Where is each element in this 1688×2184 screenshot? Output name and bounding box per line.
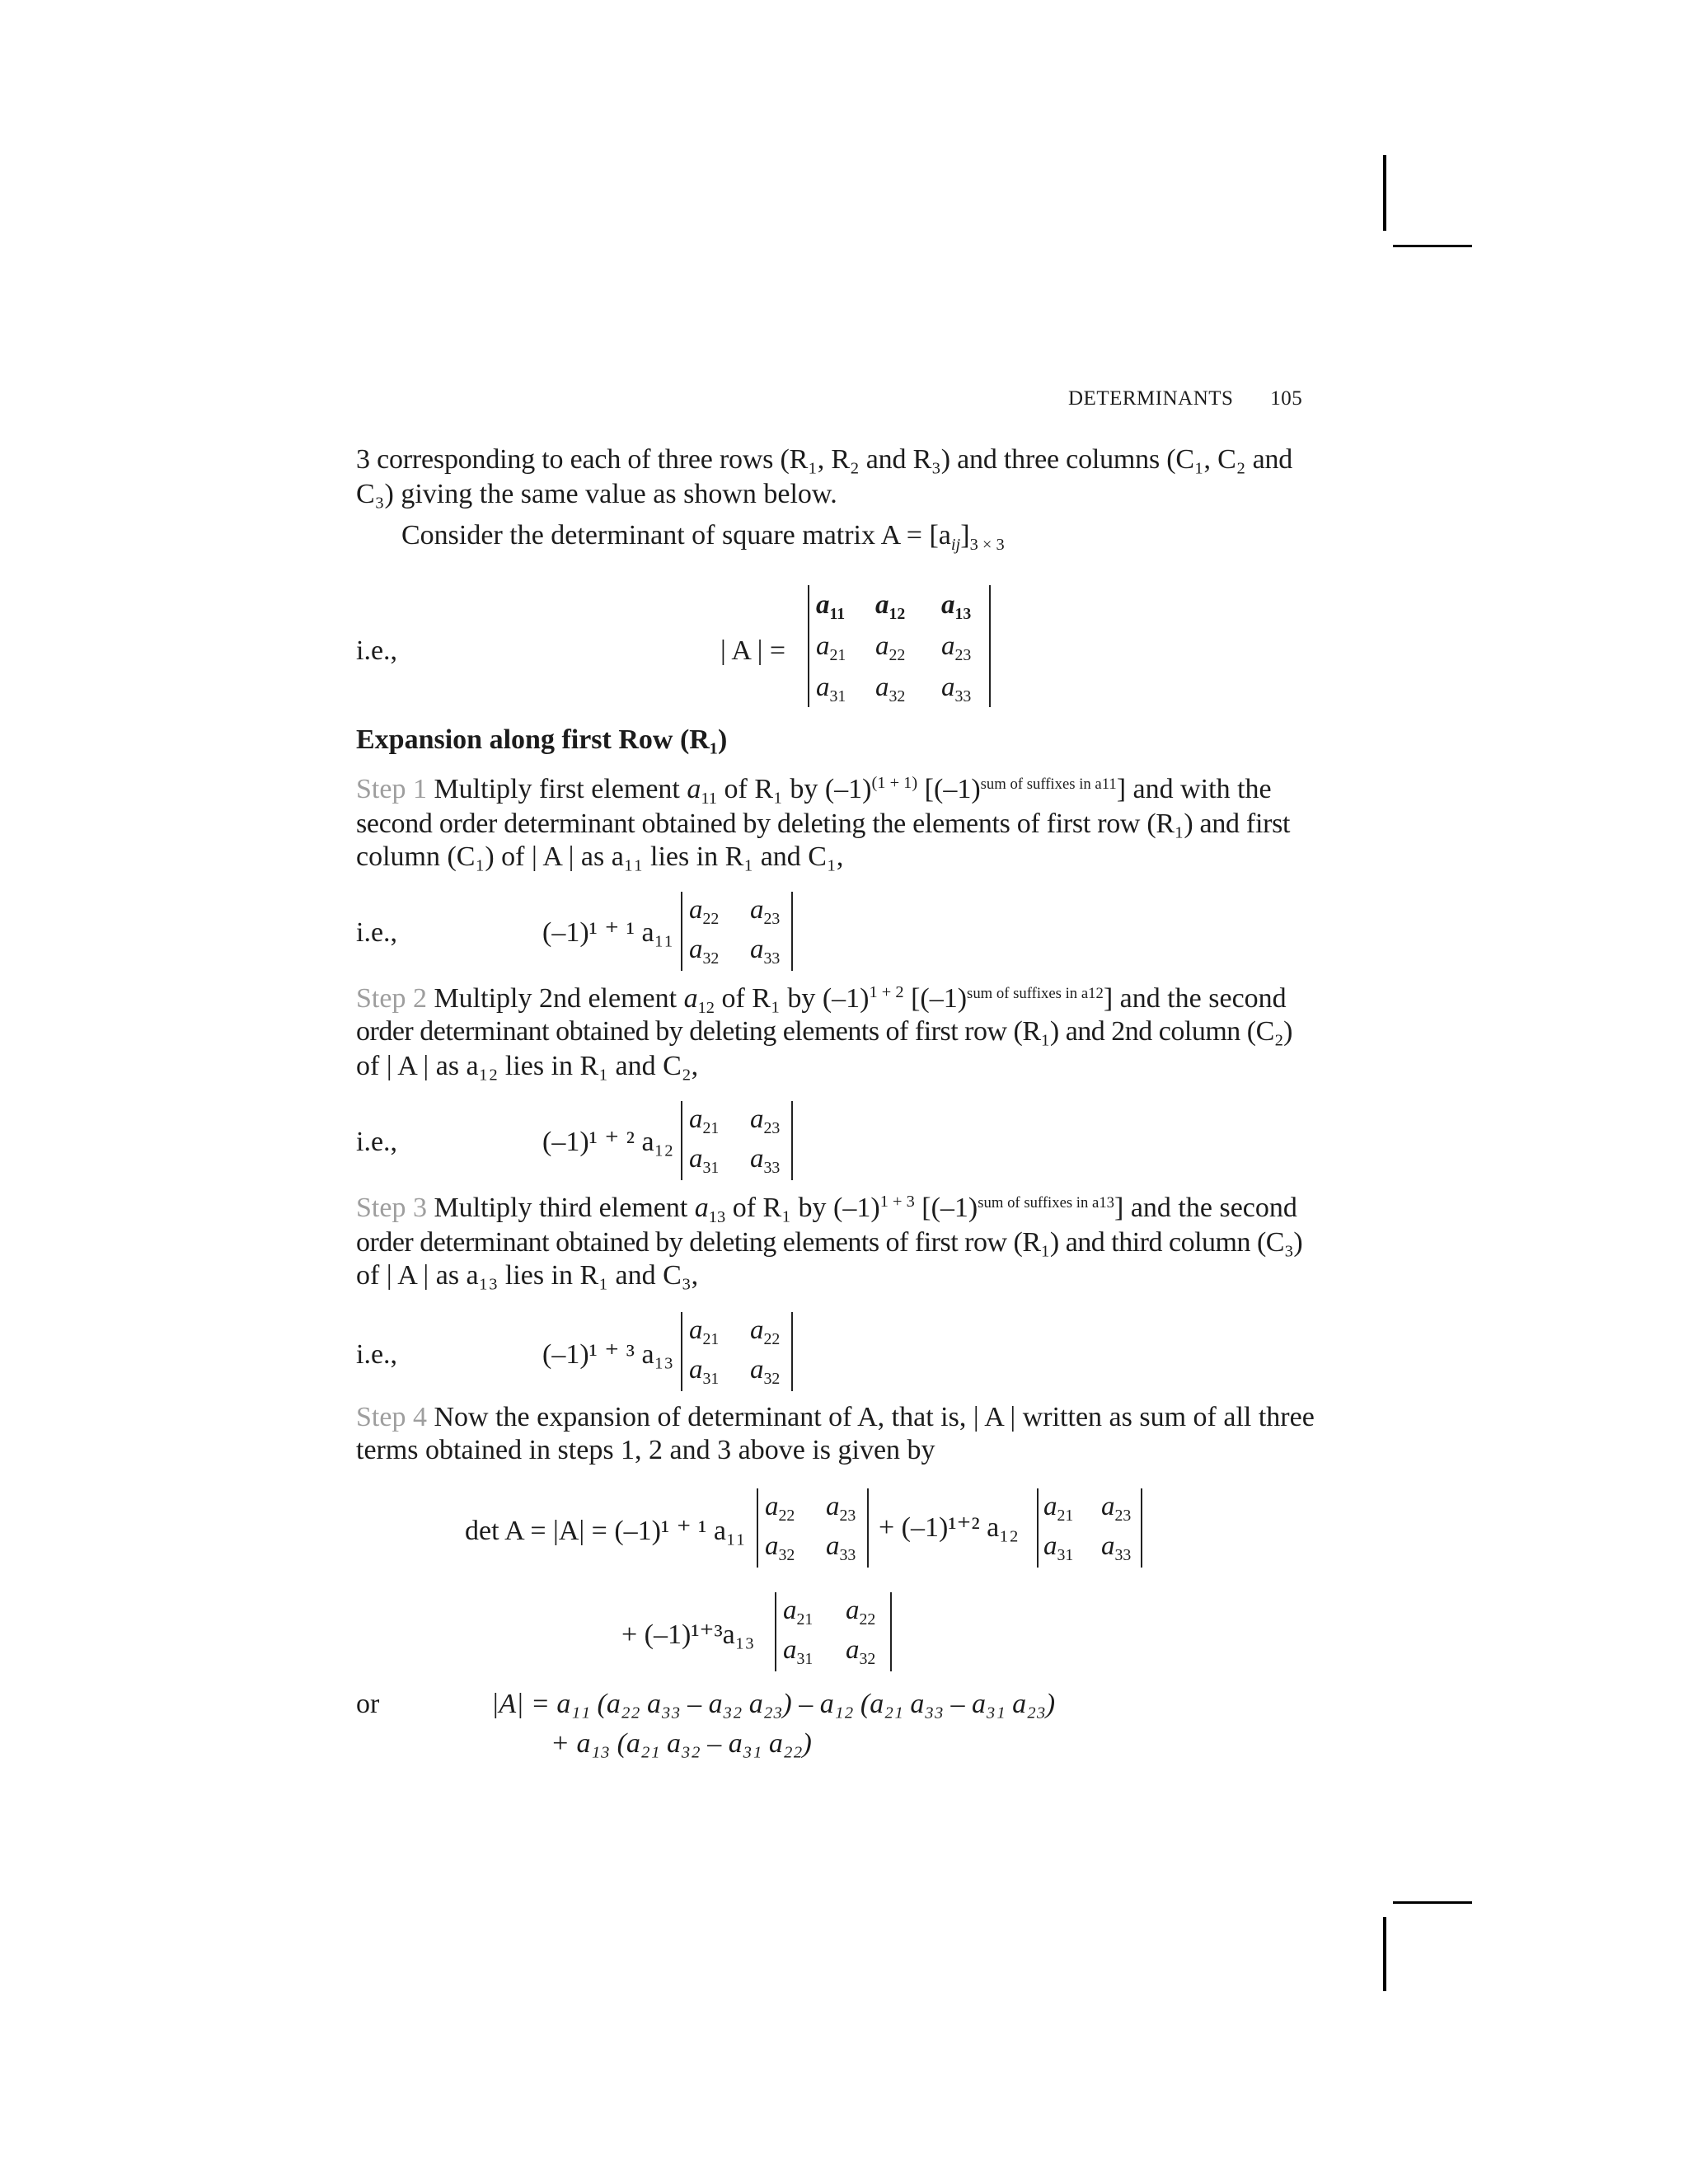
minor-prefix-3: (–1)¹ ⁺ ³ a₁₃ (542, 1339, 674, 1370)
step3-line-1: Step 3 Multiply third element $a_{13}$ of R₁ by $(-1)^{1 + 3}$ $[(-1)^{sum of suffixes in a13}]$ and the second (356, 1192, 1297, 1227)
cell-a33: $a_{33}$ (941, 673, 972, 705)
step1-line-3: column (C₁) of | A | as a₁₁ lies in R₁ and C₁, (356, 841, 844, 872)
crop-mark-top-vertical (1383, 155, 1386, 231)
ie-label-3: i.e., (356, 1339, 398, 1370)
step3-label: Step 3 (356, 1193, 427, 1223)
main-determinant (808, 585, 991, 707)
expansion-det-3: $a_{21}$ $a_{22}$ $a_{31}$ $a_{32}$ (775, 1592, 892, 1671)
section-heading: Expansion along first Row (R₁) (356, 724, 728, 755)
step4-label: Step 4 (356, 1402, 427, 1432)
step3-line-3: of | A | as a₁₃ lies in R₁ and C₃, (356, 1260, 699, 1291)
intro-line-2: C₃) giving the same value as shown below. (356, 479, 837, 509)
step2-label: Step 2 (356, 983, 427, 1014)
cell-a13: $a_{13}$ (941, 590, 972, 623)
or-label: or (356, 1689, 380, 1719)
step1-line-1: Step 1 Multiply first element $a_{11}$ of R₁ by $(-1)^{(1 + 1)}$ $[(-1)^{sum of suffixes in a11}]$ and with the (356, 773, 1272, 808)
ie-label-2: i.e., (356, 1127, 398, 1157)
expansion-det-1: $a_{22}$ $a_{23}$ $a_{32}$ $a_{33}$ (757, 1488, 869, 1568)
expansion-plus-3: + (–1)¹⁺³a₁₃ (621, 1619, 755, 1650)
step2-line-3: of | A | as a₁₂ lies in R₁ and C₂, (356, 1051, 699, 1081)
minor-prefix-1: (–1)¹ ⁺ ¹ a₁₁ (542, 917, 674, 948)
cell-a21: $a_{21}$ (816, 631, 846, 664)
step2-line-2: order determinant obtained by deleting elements of first row (R₁) and 2nd column (C₂) (356, 1016, 1292, 1047)
minor-det-2: $a_{21}$ $a_{23}$ $a_{31}$ $a_{33}$ (681, 1101, 793, 1180)
crop-mark-bottom-vertical (1383, 1917, 1386, 1991)
cell-a31: $a_{31}$ (816, 673, 846, 705)
final-expansion-line-1: |A| = a₁₁ (a₂₂ a₃₃ – a₃₂ a₂₃) – a₁₂ (a₂₁ a₃₃ – a₃₁ a₂₃) (491, 1689, 1056, 1719)
minor-det-3: $a_{21}$ $a_{22}$ $a_{31}$ $a_{32}$ (681, 1312, 793, 1391)
cell-a22: $a_{22}$ (875, 631, 906, 664)
step4-line-2: terms obtained in steps 1, 2 and 3 above is given by (356, 1435, 935, 1465)
minor-det-1: $a_{22}$ $a_{23}$ $a_{32}$ $a_{33}$ (681, 892, 793, 971)
intro-line-1: 3 corresponding to each of three rows (R₁, R₂ and R₃) and three columns (C₁, C₂ and (356, 444, 1293, 475)
step2-line-1: Step 2 Multiply 2nd element $a_{12}$ of R₁ by $(-1)^{1 + 2}$ $[(-1)^{sum of suffixes in a12}]$ and the second (356, 982, 1287, 1018)
cell-a32: $a_{32}$ (875, 673, 906, 705)
cell-a11: $a_{11}$ (816, 590, 846, 623)
step1-label: Step 1 (356, 774, 427, 804)
crop-mark-bottom-horizontal (1393, 1901, 1472, 1904)
step3-line-2: order determinant obtained by deleting elements of first row (R₁) and third column (C₃) (356, 1227, 1303, 1258)
crop-mark-top-horizontal (1393, 245, 1472, 247)
ie-label-1: i.e., (356, 917, 398, 948)
page-number: 105 (1270, 387, 1303, 410)
cell-a23: $a_{23}$ (941, 631, 972, 664)
expansion-det-2: $a_{21}$ $a_{23}$ $a_{31}$ $a_{33}$ (1037, 1488, 1142, 1568)
step1-line-2: second order determinant obtained by deleting the elements of first row (R₁) and first (356, 808, 1291, 839)
step4-line-1: Step 4 Now the expansion of determinant of A, that is, | A | written as sum of all three (356, 1402, 1315, 1432)
final-expansion-line-2: + a₁₃ (a₂₁ a₃₂ – a₃₁ a₂₂) (551, 1728, 812, 1759)
consider-line: Consider the determinant of square matrix $A = [a_{ij}]_{3 \times 3}$ (401, 520, 1005, 555)
chapter-title: DETERMINANTS (1068, 387, 1234, 410)
expansion-lhs: det A = |A| = (–1)¹ ⁺ ¹ a₁₁ (465, 1516, 746, 1546)
minor-prefix-2: (–1)¹ ⁺ ² a₁₂ (542, 1127, 674, 1157)
det-label: | A | = (720, 635, 786, 666)
expansion-plus-2: + (–1)¹⁺² a₁₂ (879, 1512, 1019, 1543)
cell-a12: $a_{12}$ (875, 590, 906, 623)
ie-label: i.e., (356, 635, 398, 666)
running-header (1068, 387, 1302, 410)
